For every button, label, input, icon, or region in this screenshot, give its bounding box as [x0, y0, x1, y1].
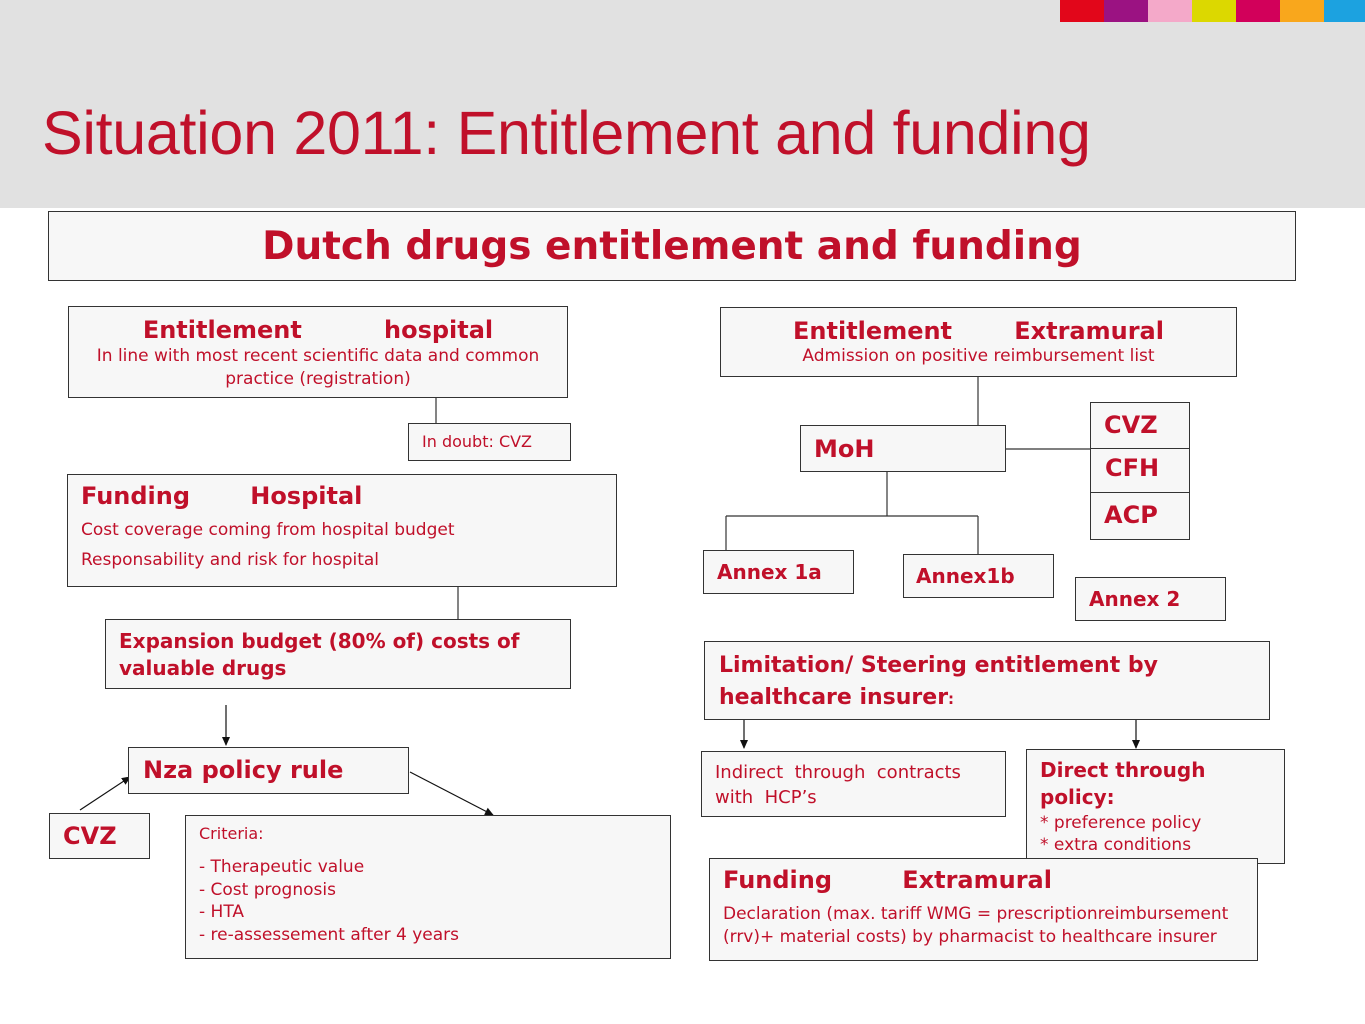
entitlement-extramural-heading-left: Entitlement — [793, 317, 953, 345]
criteria-item: - re-assessement after 4 years — [199, 924, 459, 945]
nza-policy-rule-box: Nza policy rule — [128, 747, 409, 794]
annex-1b-box: Annex1b — [903, 554, 1054, 598]
direct-heading: Direct through policy: — [1040, 758, 1206, 809]
funding-hospital-box — [67, 474, 617, 587]
expansion-budget-box: Expansion budget (80% of) costs of valuable drugs — [105, 619, 571, 689]
entitlement-hospital-heading-right: hospital — [384, 316, 494, 344]
entitlement-hospital-heading-left: Entitlement — [142, 316, 302, 344]
criteria-item: - Cost prognosis — [199, 879, 336, 900]
brand-color-swatch — [1324, 0, 1365, 22]
advisors-stack — [1090, 402, 1190, 540]
funding-extramural-box — [709, 858, 1258, 961]
slide-title: Situation 2011: Entitlement and funding — [42, 99, 1091, 167]
funding-hospital-heading-right: Hospital — [250, 482, 363, 510]
cvz-box-hospital: CVZ — [49, 813, 150, 859]
indirect-box: Indirect through contracts with HCP’s — [701, 751, 1006, 817]
brand-color-swatch — [1060, 0, 1104, 22]
direct-item: * extra conditions — [1040, 835, 1192, 855]
advisor-cfh: CFH — [1091, 449, 1189, 493]
criteria-heading: Criteria: — [199, 824, 264, 843]
direct-box — [1026, 749, 1285, 864]
moh-box: MoH — [800, 425, 1006, 472]
brand-color-swatch — [1148, 0, 1192, 22]
direct-item: * preference policy — [1040, 813, 1202, 833]
annex-1a-box: Annex 1a — [703, 550, 854, 594]
entitlement-extramural-description: Admission on positive reimbursement list — [802, 346, 1155, 366]
entitlement-extramural-box — [720, 307, 1237, 377]
funding-extramural-heading-right: Extramural — [902, 866, 1052, 894]
brand-color-strip — [1060, 0, 1365, 22]
brand-color-swatch — [1104, 0, 1148, 22]
criteria-item: - HTA — [199, 902, 245, 922]
diagram-title: Dutch drugs entitlement and funding — [48, 211, 1296, 281]
funding-extramural-description: Declaration (max. tariff WMG = prescriptionreimbursement (rrv)+ material costs) by pharmacist to healthcare insurer — [723, 904, 1229, 947]
advisor-acp: ACP — [1104, 501, 1158, 529]
entitlement-hospital-box — [68, 306, 568, 398]
brand-color-swatch — [1192, 0, 1236, 22]
funding-hospital-line-1: Cost coverage coming from hospital budget — [81, 520, 455, 540]
funding-hospital-heading-left: Funding — [81, 482, 191, 510]
criteria-item: - Therapeutic value — [199, 857, 365, 877]
limitation-text: Limitation/ Steering entitlement by healthcare insurer — [719, 653, 1158, 710]
limitation-box — [704, 641, 1270, 720]
in-doubt-box: In doubt: CVZ — [408, 423, 571, 461]
brand-color-swatch — [1236, 0, 1280, 22]
annex-2-box: Annex 2 — [1075, 577, 1226, 621]
brand-color-swatch — [1280, 0, 1324, 22]
entitlement-hospital-description: In line with most recent scientific data and common practice (registration) — [96, 346, 540, 389]
limitation-suffix: : — [948, 690, 955, 708]
funding-extramural-heading-left: Funding — [723, 866, 833, 894]
entitlement-extramural-heading-right: Extramural — [1014, 317, 1164, 345]
advisor-cvz: CVZ — [1091, 403, 1189, 449]
funding-hospital-line-2: Responsability and risk for hospital — [81, 550, 380, 570]
criteria-box — [185, 815, 671, 959]
